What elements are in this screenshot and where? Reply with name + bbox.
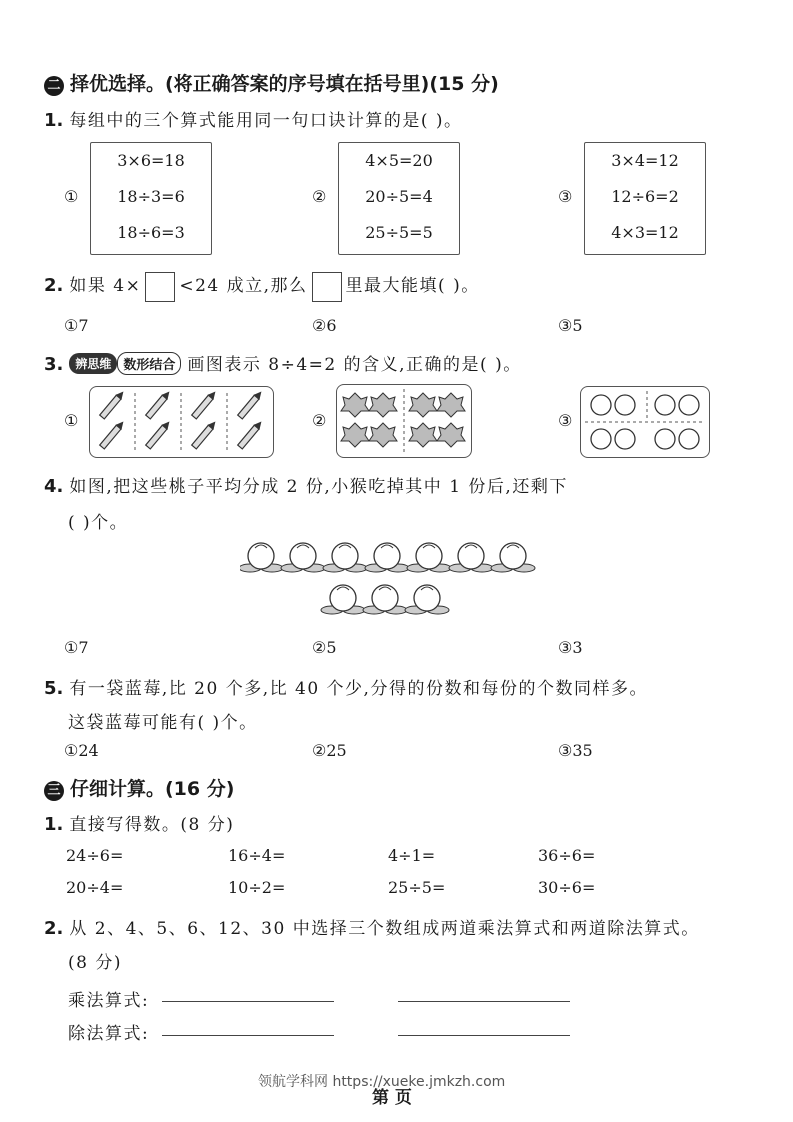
peach-icon [365, 543, 409, 572]
circle-icon [655, 395, 675, 415]
question-4-text: 如图,把这些桃子平均分成 2 份,小猴吃掉其中 1 份后,还剩下 [69, 477, 568, 497]
thinking-tag: 辨思维 [69, 353, 117, 374]
q3-option-1-mark: ① [64, 411, 79, 430]
pencil-icon [100, 421, 125, 449]
calc-question-1 [44, 810, 234, 835]
division-label: 除法算式: [68, 1024, 150, 1044]
q3-option-1-picture[interactable] [89, 386, 274, 458]
peach-icon [321, 585, 365, 614]
q1-group-3-mark: ③ [558, 187, 573, 206]
multiplication-answer-line-2[interactable] [398, 1001, 570, 1002]
pencil-icon [238, 421, 263, 449]
page-number: 第 页 [372, 1088, 412, 1108]
leaves-figure [337, 385, 471, 457]
leaf-icon [369, 393, 397, 417]
calc-item: 36÷6= [538, 846, 596, 865]
question-2-text-part-1: 如果 4× [69, 276, 142, 296]
q4-option-3[interactable]: ③3 [558, 638, 583, 657]
calc-question-2-points: (8 分) [68, 953, 122, 973]
question-1-text: 每组中的三个算式能用同一句口诀计算的是( )。 [69, 111, 463, 131]
q5-option-2[interactable]: ②25 [312, 741, 347, 760]
pencils-figure [90, 387, 273, 457]
pencil-icon [146, 391, 171, 419]
q5-option-3[interactable]: ③35 [558, 741, 593, 760]
q1-group-2-line-1: 4×5=20 [365, 151, 433, 170]
peach-icon [363, 585, 407, 614]
question-4 [44, 472, 568, 497]
question-2-square-reference [312, 272, 342, 302]
q4-option-2[interactable]: ②5 [312, 638, 337, 657]
circle-icon [679, 395, 699, 415]
number-shape-tag: 数形结合 [117, 352, 181, 375]
leaf-icon [437, 393, 465, 417]
q1-group-1-box [90, 142, 212, 255]
section-2-number-icon: 二 [44, 76, 64, 96]
q1-group-2-box [338, 142, 460, 255]
question-2-blank-square[interactable] [145, 272, 175, 302]
calc-item: 20÷4= [66, 878, 124, 897]
question-2-text-part-3: 里最大能填( )。 [345, 276, 480, 296]
calc-question-2 [44, 914, 700, 939]
peach-icon [240, 543, 283, 572]
q1-group-3-line-2: 12÷6=2 [611, 187, 679, 206]
question-4-number: 4. [44, 476, 64, 497]
calc-item: 24÷6= [66, 846, 124, 865]
peaches-figure [240, 538, 550, 620]
peach-icon [449, 543, 493, 572]
peach-icon [281, 543, 325, 572]
question-2-number: 2. [44, 275, 64, 296]
calc-item: 16÷4= [228, 846, 286, 865]
circles-figure [581, 387, 709, 457]
q1-group-1-line-3: 18÷6=3 [117, 223, 185, 242]
q2-option-1[interactable]: ①7 [64, 316, 89, 335]
calc-item: 4÷1= [388, 846, 436, 865]
pencil-icon [100, 391, 125, 419]
calc-item: 10÷2= [228, 878, 286, 897]
question-5-text: 有一袋蓝莓,比 20 个多,比 40 个少,分得的份数和每份的个数同样多。 [69, 679, 648, 699]
leaf-icon [341, 423, 369, 447]
question-3-text: 画图表示 8÷4=2 的含义,正确的是( )。 [187, 355, 522, 375]
circle-icon [655, 429, 675, 449]
calc-question-1-number: 1. [44, 814, 64, 835]
watermark-text: 领航学科网 https://xueke.jmkzh.com [258, 1074, 506, 1090]
leaf-icon [341, 393, 369, 417]
section-2-title: 择优选择。(将正确答案的序号填在括号里)(15 分) [70, 73, 499, 95]
circle-icon [615, 395, 635, 415]
pencil-icon [146, 421, 171, 449]
question-5 [44, 674, 648, 699]
calc-item: 25÷5= [388, 878, 446, 897]
circle-icon [679, 429, 699, 449]
section-2-heading [44, 69, 499, 96]
leaf-icon [369, 423, 397, 447]
peach-icon [407, 543, 451, 572]
circle-icon [591, 395, 611, 415]
leaf-icon [409, 393, 437, 417]
q2-option-2[interactable]: ②6 [312, 316, 337, 335]
pencil-icon [192, 421, 217, 449]
section-3-number-icon: 三 [44, 781, 64, 801]
circle-icon [615, 429, 635, 449]
question-4-line-2: ( )个。 [68, 513, 129, 533]
question-3 [44, 350, 522, 375]
multiplication-label: 乘法算式: [68, 991, 150, 1011]
circle-icon [591, 429, 611, 449]
q2-option-3[interactable]: ③5 [558, 316, 583, 335]
q3-option-3-mark: ③ [558, 411, 573, 430]
question-1 [44, 106, 463, 131]
calc-question-2-text: 从 2、4、5、6、12、30 中选择三个数组成两道乘法算式和两道除法算式。 [69, 919, 700, 939]
q1-group-1-mark: ① [64, 187, 79, 206]
calc-item: 30÷6= [538, 878, 596, 897]
q5-option-1[interactable]: ①24 [64, 741, 99, 760]
question-5-line-2: 这袋蓝莓可能有( )个。 [68, 713, 258, 733]
q1-group-2-line-2: 20÷5=4 [365, 187, 433, 206]
q1-group-1-line-1: 3×6=18 [117, 151, 185, 170]
q1-group-1-line-2: 18÷3=6 [117, 187, 185, 206]
question-5-number: 5. [44, 678, 64, 699]
section-3-title: 仔细计算。(16 分) [70, 778, 235, 800]
calc-question-1-text: 直接写得数。(8 分) [69, 815, 235, 835]
question-3-number: 3. [44, 354, 64, 375]
q1-group-2-line-3: 25÷5=5 [365, 223, 433, 242]
peach-icon [491, 543, 535, 572]
pencil-icon [192, 391, 217, 419]
q1-group-3-box [584, 142, 706, 255]
peach-icon [323, 543, 367, 572]
multiplication-answer-line-1[interactable] [162, 1001, 334, 1002]
leaf-icon [409, 423, 437, 447]
section-3-heading [44, 774, 234, 801]
q1-group-2-mark: ② [312, 187, 327, 206]
division-answer-line-2[interactable] [398, 1035, 570, 1036]
question-2 [44, 271, 480, 302]
leaf-icon [437, 423, 465, 447]
question-2-text-part-2: <24 成立,那么 [179, 276, 308, 296]
q3-option-3-picture[interactable] [580, 386, 710, 458]
q4-option-1[interactable]: ①7 [64, 638, 89, 657]
pencil-icon [238, 391, 263, 419]
question-1-number: 1. [44, 110, 64, 131]
q3-option-2-picture[interactable] [336, 384, 472, 458]
q1-group-3-line-1: 3×4=12 [611, 151, 679, 170]
peach-icon [405, 585, 449, 614]
division-answer-line-1[interactable] [162, 1035, 334, 1036]
calc-question-2-number: 2. [44, 918, 64, 939]
q3-option-2-mark: ② [312, 411, 327, 430]
q1-group-3-line-3: 4×3=12 [611, 223, 679, 242]
